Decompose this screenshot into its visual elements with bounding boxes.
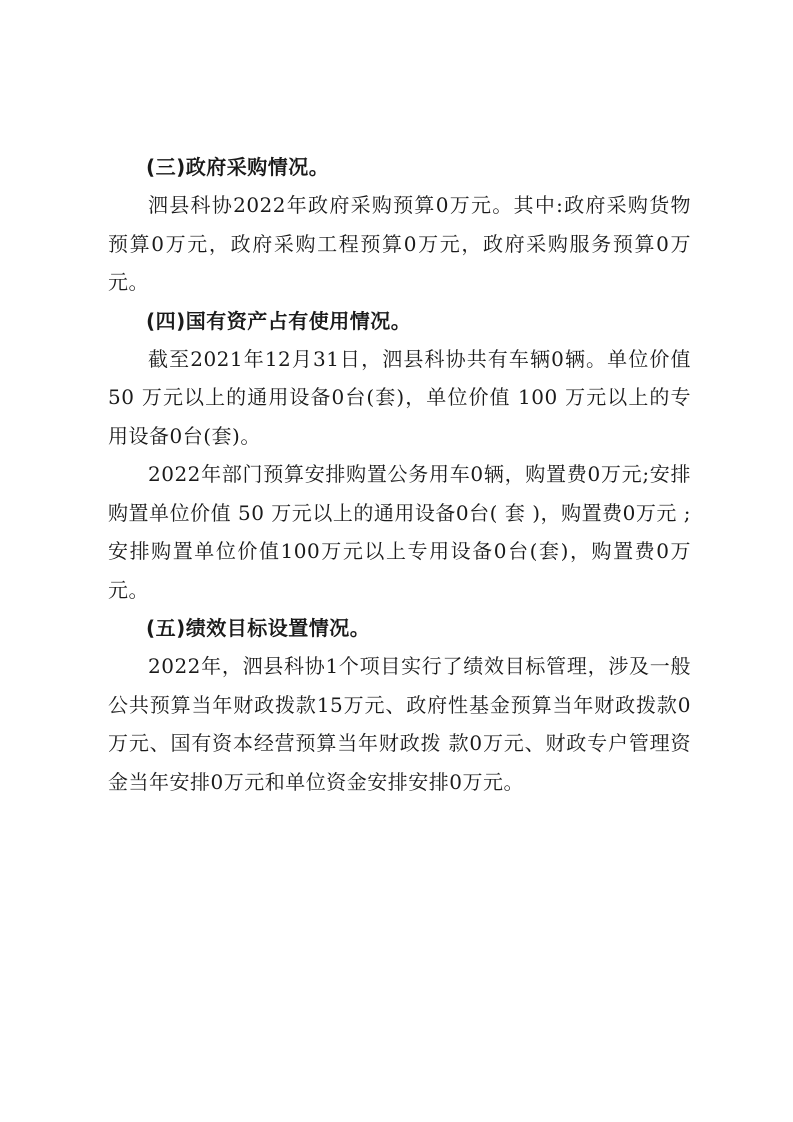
section-heading-procurement: (三)政府采购情况。 [146,155,330,179]
paragraph-procurement: 泗县科协2022年政府采购预算0万元。其中:政府采购货物预算0万元，政府采购工程预算0万元，政府采购服务预算0万元。 [108,193,691,294]
paragraph-performance-goals: 2022年，泗县科协1个项目实行了绩效目标管理，涉及一般公共预算当年财政拨款15万元、政府性基金预算当年财政拨款0万元、国有资本经营预算当年财政拨 款0万元、财政专户管理资金当年安排0万元和单位资金安排安排0万元。 [108,654,691,794]
paragraph-assets-purchase-plan: 2022年部门预算安排购置公务用车0辆，购置费0万元;安排购置单位价值 50 万元以上的通用设备0台( 套 )，购置费0万元 ;安排购置单位价值100万元以上专用设备0台(套)，购置费0万元。 [108,462,691,602]
paragraph-assets-holdings: 截至2021年12月31日，泗县科协共有车辆0辆。单位价值 50 万元以上的通用设备0台(套)，单位价值 100 万元以上的专用设备0台(套)。 [108,346,691,448]
section-heading-state-assets: (四)国有资产占有使用情况。 [146,308,412,333]
section-heading-performance-goals: (五)绩效目标设置情况。 [146,616,371,640]
